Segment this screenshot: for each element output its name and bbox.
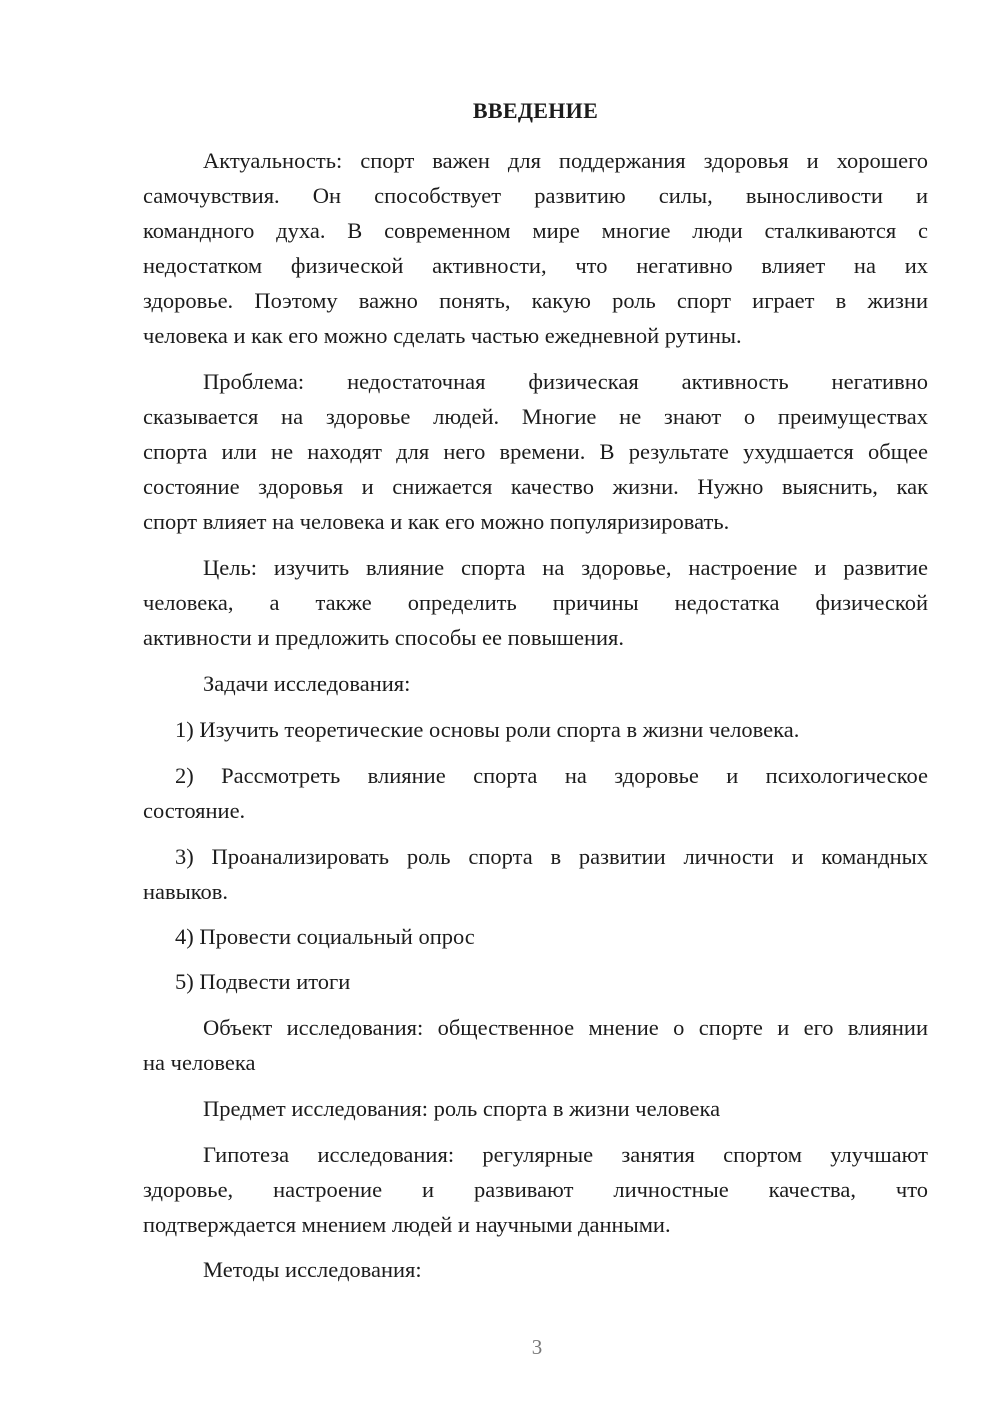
relevance-line: самочувствия. Он способствует развитию силы, выносливости и: [143, 183, 928, 208]
task-item: 1) Изучить теоретические основы роли спорта в жизни человека.: [175, 717, 800, 742]
relevance-line: здоровье. Поэтому важно понять, какую роль спорт играет в жизни: [143, 288, 928, 313]
task-item: 4) Провести социальный опрос: [175, 924, 475, 949]
problem-line: состояние здоровья и снижается качество жизни. Нужно выяснить, как: [143, 474, 928, 499]
goal-line: Цель: изучить влияние спорта на здоровье, настроение и развитие: [203, 555, 928, 580]
subject-line: Предмет исследования: роль спорта в жизни человека: [203, 1096, 721, 1121]
problem-line: Проблема: недостаточная физическая активность негативно: [203, 369, 928, 394]
task-item: 3) Проанализировать роль спорта в развитии личности и командных: [175, 844, 928, 869]
page-title: ВВЕДЕНИЕ: [472, 98, 599, 123]
problem-line: спорт влияет на человека и как его можно популяризировать.: [143, 509, 730, 534]
relevance-line: командного духа. В современном мире многие люди сталкиваются с: [143, 218, 928, 243]
goal-line: человека, а также определить причины недостатка физической: [143, 590, 928, 615]
tasks-heading: Задачи исследования:: [203, 671, 411, 696]
goal-line: активности и предложить способы ее повышения.: [143, 625, 625, 650]
problem-line: сказывается на здоровье людей. Многие не знают о преимуществах: [143, 404, 928, 429]
task-item: 5) Подвести итоги: [175, 969, 351, 994]
methods-heading: Методы исследования:: [203, 1257, 422, 1282]
page-number: 3: [531, 1335, 543, 1359]
problem-line: спорта или не находят для него времени. В результате ухудшается общее: [143, 439, 928, 464]
object-line: Объект исследования: общественное мнение о спорте и его влиянии: [203, 1015, 928, 1040]
task-item-continuation: состояние.: [143, 798, 246, 823]
task-item-continuation: навыков.: [143, 879, 229, 904]
relevance-line: недостатком физической активности, что негативно влияет на их: [143, 253, 928, 278]
relevance-line: Актуальность: спорт важен для поддержания здоровья и хорошего: [203, 148, 928, 173]
hypothesis-line: Гипотеза исследования: регулярные занятия спортом улучшают: [203, 1142, 928, 1167]
hypothesis-line: подтверждается мнением людей и научными данными.: [143, 1212, 671, 1237]
task-item: 2) Рассмотреть влияние спорта на здоровье и психологическое: [175, 763, 928, 788]
relevance-line: человека и как его можно сделать частью ежедневной рутины.: [143, 323, 742, 348]
hypothesis-line: здоровье, настроение и развивают личностные качества, что: [143, 1177, 928, 1202]
object-line: на человека: [143, 1050, 256, 1075]
